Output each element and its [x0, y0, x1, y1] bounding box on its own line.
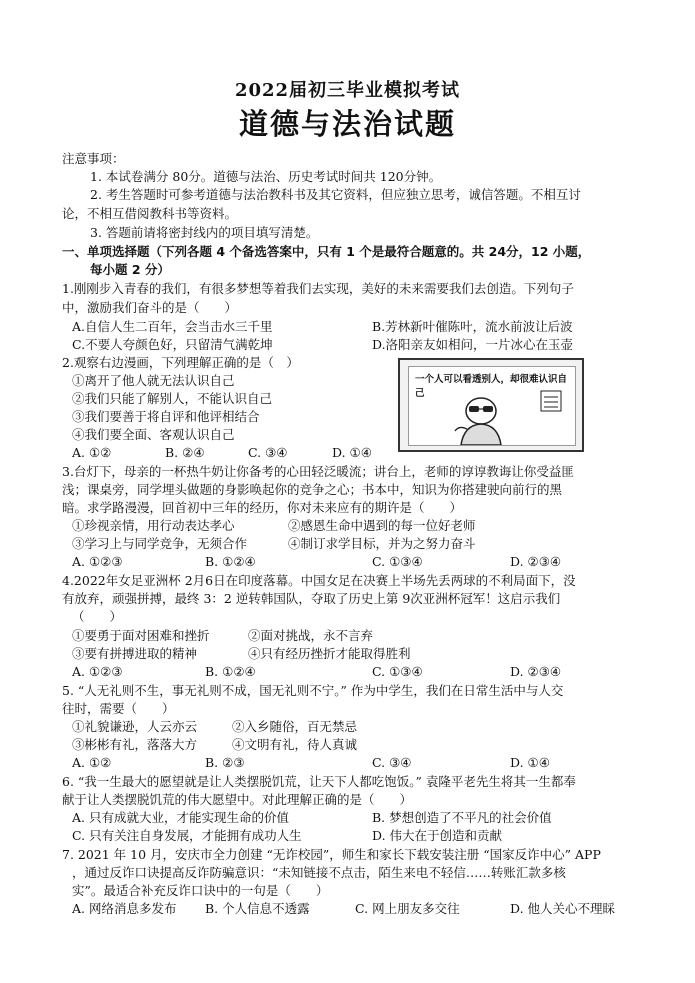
question-5-statement-2: ②入乡随俗，百无禁忌	[232, 719, 358, 734]
question-7-option-a: A. 网络消息多发布	[72, 901, 177, 916]
question-4-option-b: B. ①②④	[205, 664, 256, 679]
question-3-option-d: D. ②③④	[510, 554, 562, 569]
question-3-option-b: B. ①②④	[205, 554, 256, 569]
question-4-stem-cont-1: 有放弃，顽强拼搏，最终 3：2 逆转韩国队，夺取了历史上第 9次亚洲杯冠军！这启示我们	[62, 591, 561, 606]
question-3-option-a: A. ①②③	[72, 554, 123, 569]
question-2-statement-4: ④我们要全面、客观认识自己	[72, 427, 235, 442]
cartoon-illustration	[398, 358, 584, 452]
cartoon-caption: 一个人可以看透别人，却很难认识自己	[415, 374, 568, 399]
question-3-statement-2: ②感恩生命中遇到的每一位好老师	[288, 518, 476, 533]
notice-item-3: 3. 答题前请将密封线内的项目填写清楚。	[90, 225, 319, 240]
question-3-statement-1: ①珍视亲情，用行动表达孝心	[72, 518, 235, 533]
question-6-option-b: B. 梦想创造了不平凡的社会价值	[372, 810, 552, 825]
question-2-statement-1: ①离开了他人就无法认识自己	[72, 373, 235, 388]
question-5-statement-4: ④文明有礼，待人真诚	[232, 737, 358, 752]
question-4-statement-3: ③要有拼搏进取的精神	[72, 646, 198, 661]
question-6-option-c: C. 只有关注自身发展，才能拥有成功人生	[72, 828, 302, 843]
question-2-option-c: C. ③④	[248, 445, 288, 460]
question-5-stem-cont: 往时，需要（ ）	[62, 701, 175, 716]
question-4-option-a: A. ①②③	[72, 664, 123, 679]
question-7-stem-cont-2: 实”。最适合补充反诈口诀中的一句是（ ）	[72, 883, 329, 898]
question-1-option-c: C.不要人夸颜色好，只留清气满乾坤	[72, 337, 273, 352]
exam-title: 2022届初三毕业模拟考试	[234, 80, 461, 101]
question-7-stem: 7. 2021 年 10 月，安庆市全力创建 “无诈校园”，师生和家长下载安装注册 “国家反诈中心” APP	[62, 847, 601, 862]
question-1-stem-cont: 中，激励我们奋斗的是（ ）	[62, 300, 238, 315]
cartoon-figure-icon	[409, 367, 575, 445]
question-4-stem: 4.2022年女足亚洲杯 2月6日在印度落幕。中国女足在决赛上半场先丢两球的不利局面下，没	[62, 573, 576, 588]
question-6-option-d: D. 伟大在于创造和贡献	[372, 828, 503, 843]
question-7-option-b: B. 个人信息不透露	[205, 901, 310, 916]
question-4-statement-2: ②面对挑战，永不言弃	[248, 628, 374, 643]
question-2-statement-3: ③我们要善于将自评和他评相结合	[72, 409, 260, 424]
question-2-option-b: B. ②④	[165, 445, 205, 460]
question-3-statement-4: ④制订求学目标，并为之努力奋斗	[288, 536, 476, 551]
question-1-option-d: D.洛阳亲友如相问，一片冰心在玉壶	[372, 337, 574, 352]
question-2-statement-2: ②我们只能了解别人，不能认识自己	[72, 391, 273, 406]
question-7-option-c: C. 网上朋友多交往	[355, 901, 460, 916]
question-4-stem-cont-2: （ ）	[72, 609, 123, 624]
question-6-stem: 6. “我一生最大的愿望就是让人类摆脱饥荒，让天下人都吃饱饭。” 袁隆平老先生将其一生都奉	[62, 774, 576, 789]
question-3-stem-cont-1: 浅；课桌旁，同学埋头做题的身影唤起你的竞争之心；书本中，知识为你搭建驶向前行的黑	[62, 482, 563, 497]
question-3-option-c: C. ①③④	[372, 554, 423, 569]
question-4-option-c: C. ①③④	[372, 664, 423, 679]
question-3-stem-cont-2: 暗。求学路漫漫，回首初中三年的经历，你对未来应有的期许是（ ）	[62, 500, 463, 515]
question-6-stem-cont: 献于让人类摆脱饥荒的伟大愿望中。对此理解正确的是（ ）	[62, 792, 413, 807]
question-3-statement-3: ③学习上与同学竞争，无须合作	[72, 536, 248, 551]
question-7-option-d: D. 他人关心不理睬	[510, 901, 616, 916]
question-5-statement-1: ①礼貌谦逊，人云亦云	[72, 719, 198, 734]
question-5-option-a: A. ①②	[72, 755, 112, 770]
cartoon-panel	[408, 366, 576, 446]
question-7-stem-cont-1: ，通过反诈口诀提高反诈防骗意识：“未知链接不点击，陌生来电不轻信……转账汇款多核	[72, 865, 566, 880]
notice-item-2-cont: 论，不相互借阅教科书等资料。	[62, 206, 238, 221]
notice-item-2: 2. 考生答题时可参考道德与法治教科书及其它资料，但应独立思考，诚信答题。不相互讨	[90, 187, 581, 202]
question-3-stem: 3.台灯下，母亲的一杯热牛奶让你备考的心田轻泛暖流；讲台上，老师的谆谆教诲让你受益匪	[62, 464, 574, 479]
question-2-option-a: A. ①②	[72, 445, 112, 460]
question-5-stem: 5. “人无礼则不生，事无礼则不成，国无礼则不宁。” 作为中学生，我们在日常生活中与人交	[62, 683, 564, 698]
question-1-stem: 1.刚刚步入青春的我们，有很多梦想等着我们去实现，美好的未来需要我们去创造。下列句子	[62, 281, 574, 296]
question-1-option-a: A.自信人生二百年，会当击水三千里	[72, 319, 273, 334]
notice-heading: 注意事项：	[62, 151, 125, 166]
question-2-stem: 2.观察右边漫画，下列理解正确的是（ ）	[62, 355, 299, 370]
subject-title: 道德与法治试题	[238, 107, 456, 141]
question-1-option-b: B.芳林新叶催陈叶，流水前波让后波	[372, 319, 573, 334]
question-4-statement-4: ④只有经历挫折才能取得胜利	[248, 646, 411, 661]
question-4-statement-1: ①要勇于面对困难和挫折	[72, 628, 210, 643]
section-heading: 一、单项选择题（下列各题 4 个备选答案中，只有 1 个是最符合题意的。共 24分，12 小题，	[62, 244, 591, 259]
question-5-option-b: B. ②③	[205, 755, 245, 770]
question-6-option-a: A. 只有成就大业，才能实现生命的价值	[72, 810, 289, 825]
question-5-option-c: C. ③④	[372, 755, 412, 770]
question-5-statement-3: ③彬彬有礼，落落大方	[72, 737, 198, 752]
notice-item-1: 1. 本试卷满分 80分。道德与法治、历史考试时间共 120分钟。	[90, 169, 442, 184]
section-heading-cont: 每小题 2 分）	[90, 262, 170, 277]
question-4-option-d: D. ②③④	[510, 664, 562, 679]
question-5-option-d: D. ①④	[510, 755, 550, 770]
question-2-option-d: D. ①④	[332, 445, 372, 460]
